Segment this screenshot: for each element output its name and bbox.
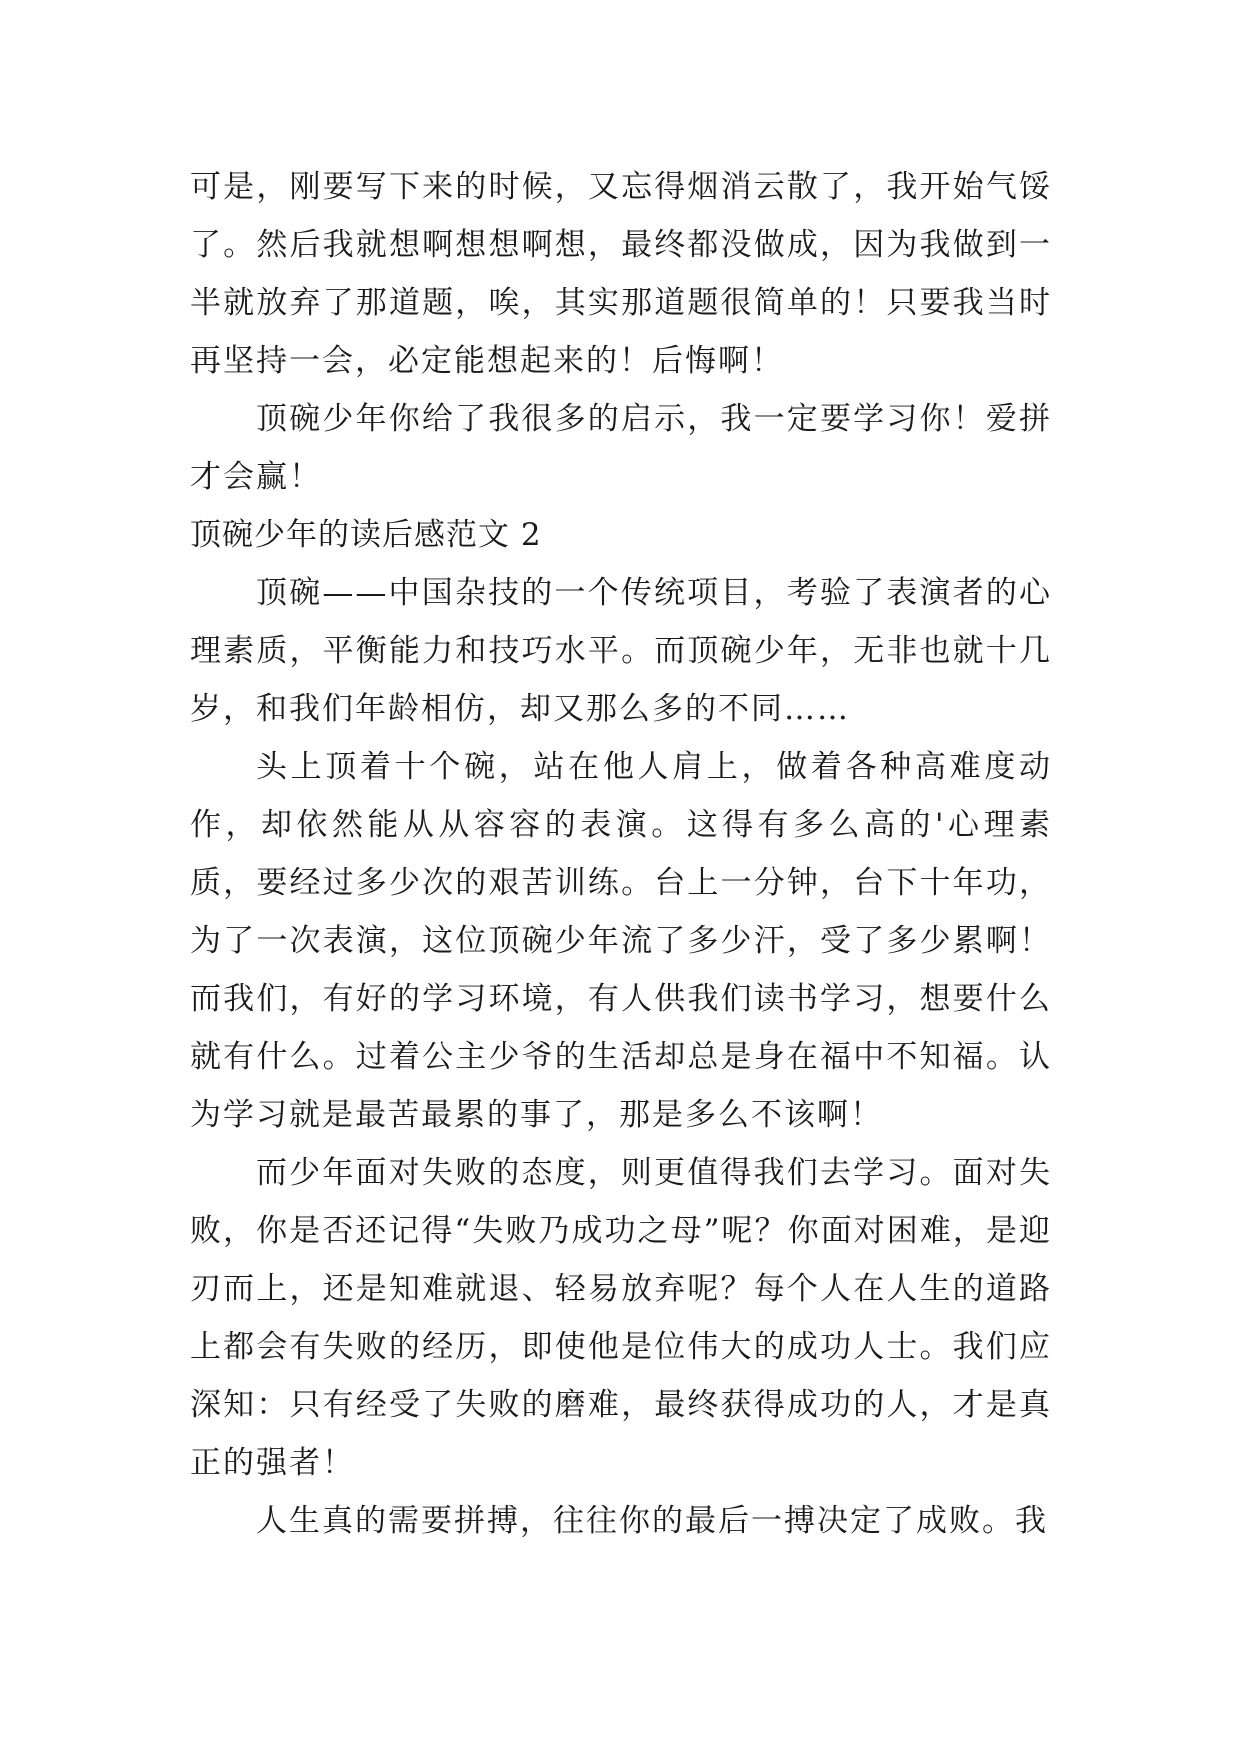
paragraph: 顶碗少年你给了我很多的启示，我一定要学习你！爱拼才会赢！: [190, 401, 1052, 495]
section-heading: 顶碗少年的读后感范文 2: [190, 517, 542, 553]
paragraph: 顶碗——中国杂技的一个传统项目，考验了表演者的心理素质，平衡能力和技巧水平。而顶碗少年，无非也就十几岁，和我们年龄相仿，却又那么多的不同……: [190, 575, 1052, 727]
paragraph: 头上顶着十个碗，站在他人肩上，做着各种高难度动作，却依然能从从容容的表演。这得有多么高的'心理素质，要经过多少次的艰苦训练。台上一分钟，台下十年功，为了一次表演，这位顶碗少年流了多少汗，受了多少累啊！而我们，有好的学习环境，有人供我们读书学习，想要什么就有什么。过着公主少爷的生活却总是身在福中不知福。认为学习就是最苦最累的事了，那是多么不该啊！: [190, 749, 1052, 1133]
paragraph-continuation: 可是，刚要写下来的时候，又忘得烟消云散了，我开始气馁了。然后我就想啊想想啊想，最终都没做成，因为我做到一半就放弃了那道题，唉，其实那道题很简单的！只要我当时再坚持一会，必定能想起来的！后悔啊！: [190, 169, 1052, 379]
document-body: [190, 158, 1052, 1550]
paragraph: 而少年面对失败的态度，则更值得我们去学习。面对失败，你是否还记得“失败乃成功之母”呢？你面对困难，是迎刃而上，还是知难就退、轻易放弃呢？每个人在人生的道路上都会有失败的经历，即使他是位伟大的成功人士。我们应深知：只有经受了失败的磨难，最终获得成功的人，才是真正的强者！: [190, 1155, 1052, 1481]
paragraph: 人生真的需要拼搏，往往你的最后一搏决定了成败。我: [256, 1503, 1048, 1539]
